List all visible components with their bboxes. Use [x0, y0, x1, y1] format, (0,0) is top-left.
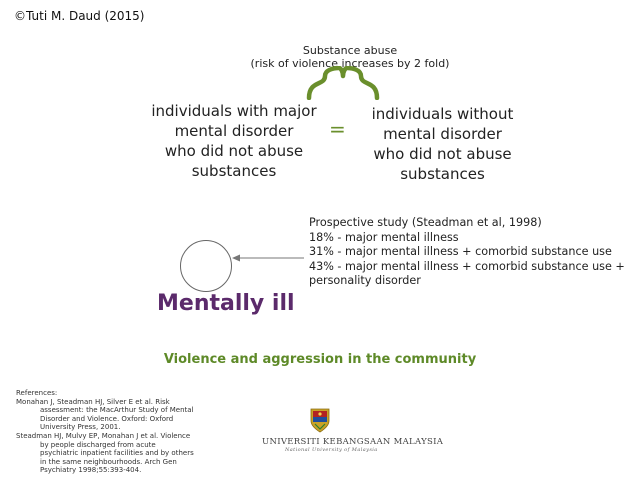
reference-2-cont: psychiatric inpatient facilities and by others	[40, 449, 194, 458]
substance-abuse-label: Substance abuse	[302, 44, 398, 57]
right-line: mental disorder	[383, 125, 502, 143]
risk-note: (risk of violence increases by 2 fold)	[250, 57, 450, 70]
references-block	[16, 389, 206, 475]
right-line: who did not abuse	[373, 145, 512, 163]
arrow-left-icon	[232, 252, 304, 264]
left-line: individuals with major	[151, 102, 317, 120]
reference-2-cont: by people discharged from acute	[40, 440, 156, 449]
right-line: substances	[400, 165, 485, 183]
right-line: individuals without	[371, 105, 514, 123]
group-with-mental-disorder	[140, 101, 328, 181]
curly-brace-icon	[303, 66, 383, 100]
mentally-ill-circle	[180, 240, 232, 292]
prospective-study-block	[309, 216, 625, 289]
copyright-text: ©Tuti M. Daud (2015)	[14, 9, 145, 23]
reference-2-cont: Psychiatry 1998;55:393-404.	[40, 466, 142, 475]
violence-heading: Violence and aggression in the community	[163, 352, 477, 367]
reference-1-cont: assessment: the MacArthur Study of Mental	[40, 406, 194, 415]
left-line: mental disorder	[174, 122, 294, 140]
reference-1: Monahan J, Steadman HJ, Silver E et al. Risk	[16, 397, 170, 406]
group-without-mental-disorder	[355, 104, 530, 184]
reference-2-cont: in the same neighbourhoods. Arch Gen	[40, 457, 177, 466]
reference-1-cont: Disorder and Violence. Oxford: Oxford	[40, 414, 174, 423]
left-line: substances	[191, 162, 277, 180]
left-line: who did not abuse	[164, 142, 304, 160]
university-crest-icon	[309, 407, 331, 433]
study-line: personality disorder	[309, 274, 421, 287]
study-line: 43% - major mental illness + comorbid substance use +	[309, 259, 625, 273]
equals-sign: =	[329, 117, 346, 141]
references-heading: References:	[16, 389, 58, 397]
study-line: Prospective study (Steadman et al, 1998)	[309, 216, 542, 229]
study-line: 31% - major mental illness + comorbid substance use	[309, 245, 612, 258]
study-line: 18% - major mental illness	[309, 230, 459, 244]
reference-2: Steadman HJ, Mulvy EP, Monahan J et al. Violence	[16, 431, 191, 440]
university-subtitle: National University of Malaysia	[285, 447, 378, 453]
mentally-ill-label: Mentally ill	[157, 291, 295, 316]
reference-1-cont: University Press, 2001.	[40, 423, 121, 432]
university-name: UNIVERSITI KEBANGSAAN MALAYSIA	[262, 437, 444, 447]
